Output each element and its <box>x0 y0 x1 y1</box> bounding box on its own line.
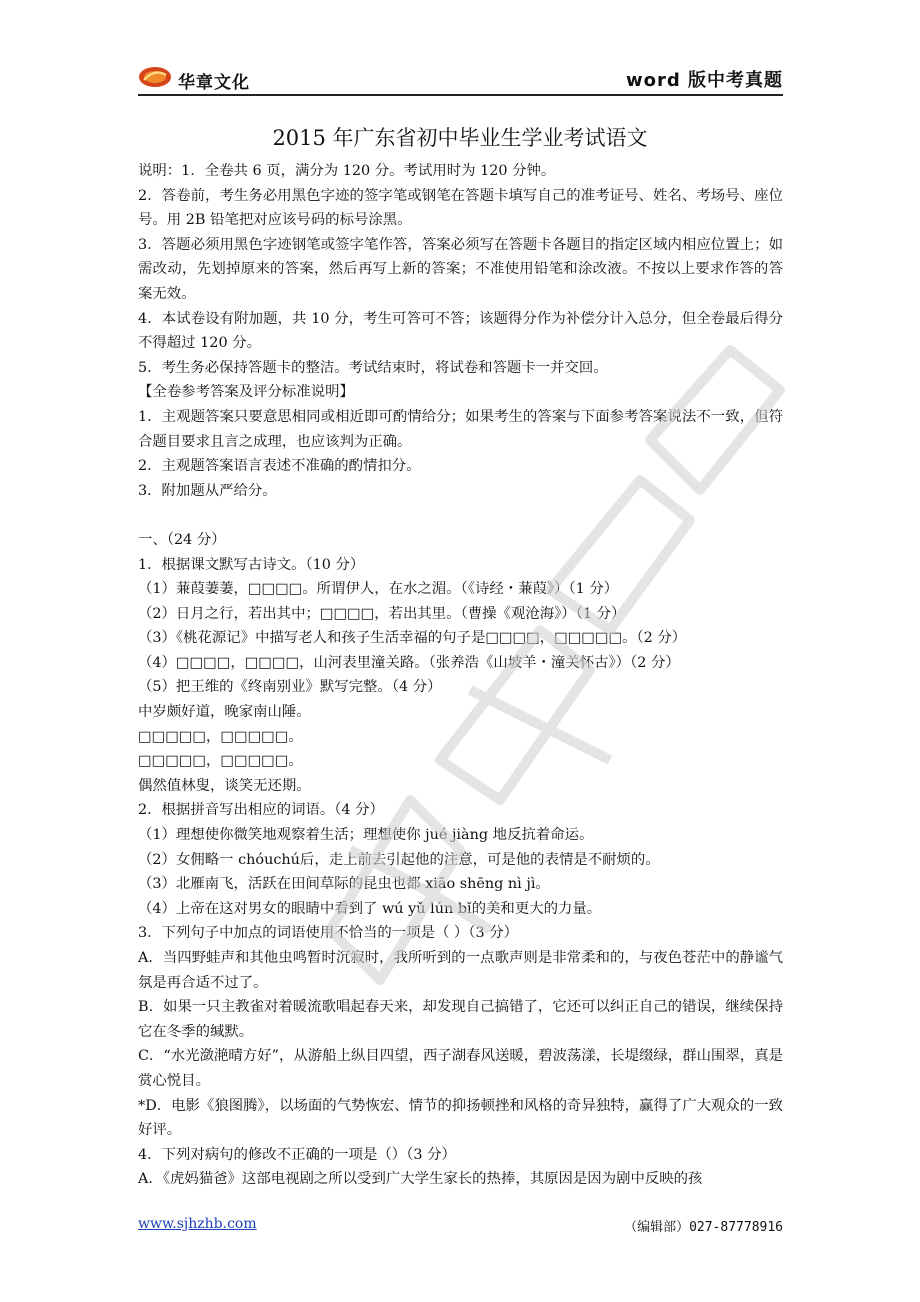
page-header <box>138 62 783 96</box>
body-line: 1．主观题答案只要意思相同或相近即可酌情给分；如果考生的答案与下面参考答案说法不一致，但符合题目要求且言之成理，也应该判为正确。 <box>138 408 783 450</box>
body-line: （5）把王维的《终南别业》默写完整。（4 分） <box>138 679 442 696</box>
option-line: B．如果一只主教雀对着暖流歌唱起春天来，却发现自己搞错了，它还可以纠正自己的错误，继续保持它在冬季的缄默。 <box>138 999 783 1040</box>
body-line: 3．附加题从严给分。 <box>138 482 277 499</box>
body-line: 2．答卷前，考生务必用黑色字迹的签字笔或钢笔在答题卡填写自己的准考证号、姓名、考场号、座位号。用 2B 铅笔把对应该号码的标号涂黑。 <box>138 187 783 229</box>
body-line: （2）女佣略一 chóuchú后，走上前去引起他的注意，可是他的表情是不耐烦的。 <box>138 851 660 868</box>
blank-line <box>138 503 783 528</box>
poem-line: □□□□□，□□□□□。 <box>138 728 303 745</box>
document-title: 2015 年广东省初中毕业生学业考试语文 <box>272 126 648 150</box>
website-link[interactable]: www.sjhzhb.com <box>138 1216 257 1232</box>
poem-line: 偶然值林叟，谈笑无还期。 <box>138 777 311 794</box>
poem-line: 中岁颇好道，晚家南山陲。 <box>138 704 311 721</box>
brand-logo-icon <box>138 66 172 88</box>
option-line: A．《虎妈猫爸》这部电视剧之所以受到广大学生家长的热捧，其原因是因为剧中反映的孩 <box>138 1171 703 1188</box>
header-divider <box>138 94 783 96</box>
question-title: 2．根据拼音写出相应的词语。（4 分） <box>138 802 384 819</box>
body-line: 4．本试卷设有附加题，共 10 分，考生可答可不答；该题得分作为补偿分计入总分，但全卷最后得分不得超过 120 分。 <box>138 310 783 352</box>
poem-line: □□□□□，□□□□□。 <box>138 753 303 770</box>
option-line: C．“水光潋滟晴方好”，从游船上纵目四望，西子湖春风送暖，碧波荡漾，长堤缀绿，群山围翠，真是赏心悦目。 <box>138 1048 783 1089</box>
option-line: A．当四野蛙声和其他虫鸣暂时沉寂时，我所听到的一点歌声则是非常柔和的，与夜色苍茫中的静谧气氛是再合适不过了。 <box>138 950 783 991</box>
body-line: （1）理想使你微笑地观察着生活；理想使你 jué jiàng 地反抗着命运。 <box>138 827 594 844</box>
question-title: 4．下列对病句的修改不正确的一项是（）（3 分） <box>138 1146 456 1163</box>
body-line: （3）《桃花源记》中描写老人和孩子生活幸福的句子是□□□□，□□□□□。（2 分） <box>138 630 687 647</box>
contact-phone: （编辑部）027-87778916 <box>624 1220 783 1235</box>
section-heading: 一、（24 分） <box>138 531 226 548</box>
body-line: （3）北雁南飞，活跃在田间草际的昆虫也都 xiāo shēng nì jì。 <box>138 876 550 893</box>
page-footer <box>138 1216 783 1238</box>
body-line: 2．主观题答案语言表述不准确的酌情扣分。 <box>138 458 421 475</box>
brand-name: 华章文化 <box>178 73 250 93</box>
body-line: （2）日月之行，若出其中；□□□□，若出其里。（曹操《观沧海》）（1 分） <box>138 605 626 622</box>
body-line: 5．考生务必保持答题卡的整洁。考试结束时，将试卷和答题卡一并交回。 <box>138 359 608 376</box>
body-line: （1）蒹葭萋萋，□□□□。所谓伊人，在水之湄。（《诗经・蒹葭》）（1 分） <box>138 581 619 598</box>
document-body <box>138 159 783 1192</box>
body-line: （4）上帝在这对男女的眼睛中看到了 wú yǔ lún bǐ的美和更大的力量。 <box>138 900 602 917</box>
header-label: word 版中考真题 <box>625 70 783 91</box>
question-title: 3．下列句子中加点的词语使用不恰当的一项是（ ）（3 分） <box>138 925 519 942</box>
question-title: 1．根据课文默写古诗文。（10 分） <box>138 556 365 573</box>
body-line: （4）□□□□，□□□□，山河表里潼关路。（张养浩《山坡羊・潼关怀古》）（2 分） <box>138 654 680 671</box>
option-line: *D．电影《狼图腾》，以场面的气势恢宏、情节的抑扬顿挫和风格的奇异独特，赢得了广大观众的一致好评。 <box>138 1097 783 1139</box>
body-line: 3．答题必须用黑色字迹钢笔或签字笔作答，答案必须写在答题卡各题目的指定区域内相应位置上；如需改动，先划掉原来的答案，然后再写上新的答案；不准使用铅笔和涂改液。不按以上要求作答的答案无效。 <box>138 236 783 302</box>
section-heading: 【全卷参考答案及评分标准说明】 <box>138 384 354 401</box>
body-line: 说明：1．全卷共 6 页，满分为 120 分。考试用时为 120 分钟。 <box>138 163 556 179</box>
